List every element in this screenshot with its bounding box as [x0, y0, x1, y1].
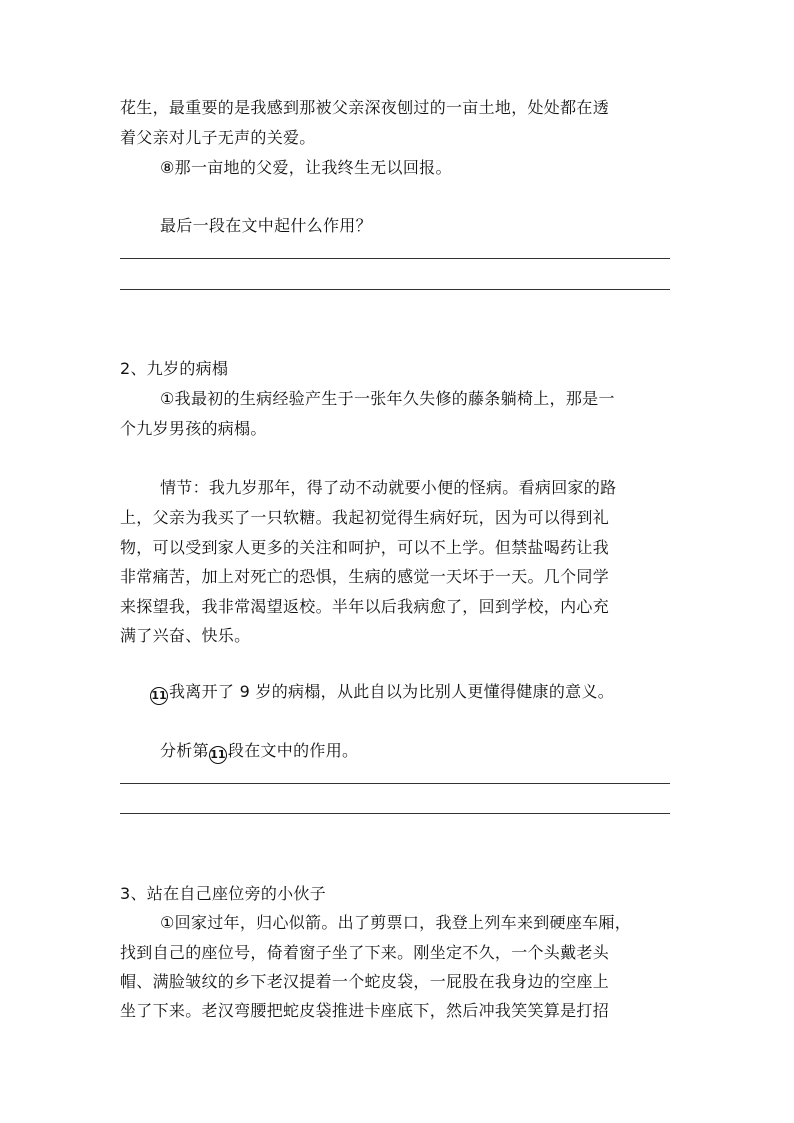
passage2-para1-line1: ①我最初的生病经验产生于一张年久失修的藤条躺椅上，那是一 — [160, 389, 615, 408]
paragraph-number-11: 11 — [150, 687, 168, 705]
passage1-line1: 花生，最重要的是我感到那被父亲深夜刨过的一亩土地，处处都在透 — [120, 98, 610, 117]
passage1-para8: ⑧那一亩地的父爱，让我终生无以回报。 — [160, 158, 452, 177]
passage2-plot-line6: 满了兴奋、快乐。 — [120, 626, 251, 645]
answer-line-1a[interactable] — [120, 258, 670, 259]
answer-line-1b[interactable] — [120, 289, 670, 290]
passage3-line3: 帽、满脸皱纹的乡下老汉提着一个蛇皮袋，一屁股在我身边的空座上 — [120, 972, 610, 991]
passage3-line1: ①回家过年，归心似箭。出了剪票口，我登上列车来到硬座车厢， — [160, 913, 632, 932]
passage2-para11-text: 我离开了 9 岁的病榻，从此自以为比别人更懂得健康的意义。 — [169, 682, 615, 701]
passage3-line4: 坐了下来。老汉弯腰把蛇皮袋推进卡座底下，然后冲我笑笑算是打招 — [120, 1001, 610, 1020]
passage2-plot-line4: 非常痛苦，加上对死亡的恐惧，生病的感觉一天坏于一天。几个同学 — [120, 567, 610, 586]
passage2-question-pre: 分析第 — [160, 741, 209, 760]
passage2-question — [160, 741, 680, 764]
passage2-plot-line3: 物，可以受到家人更多的关注和呵护，可以不上学。但禁盐喝药让我 — [120, 538, 610, 557]
passage1-question: 最后一段在文中起什么作用？ — [160, 216, 372, 235]
passage1-line2: 着父亲对儿子无声的关爱。 — [120, 128, 316, 147]
answer-line-2a[interactable] — [120, 783, 670, 784]
passage2-question-post: 段在文中的作用。 — [227, 741, 359, 760]
passage2-plot-line5: 来探望我，我非常渴望返校。半年以后我病愈了，回到学校，内心充 — [120, 597, 610, 616]
paragraph-number-11-ref: 11 — [209, 746, 227, 764]
passage2-plot-line1: 情节：我九岁那年，得了动不动就要小便的怪病。看病回家的路 — [160, 478, 617, 497]
passage3-line2: 找到自己的座位号，倚着窗子坐了下来。刚坐定不久，一个头戴老头 — [120, 943, 610, 962]
passage2-para1-line2: 个九岁男孩的病榻。 — [120, 419, 267, 438]
answer-line-2b[interactable] — [120, 813, 670, 814]
passage2-para11 — [150, 682, 680, 705]
passage3-heading: 3、站在自己座位旁的小伙子 — [120, 884, 327, 903]
passage2-plot-line2: 上，父亲为我买了一只软糖。我起初觉得生病好玩，因为可以得到礼 — [120, 508, 610, 527]
passage2-heading: 2、九岁的病榻 — [120, 359, 229, 378]
